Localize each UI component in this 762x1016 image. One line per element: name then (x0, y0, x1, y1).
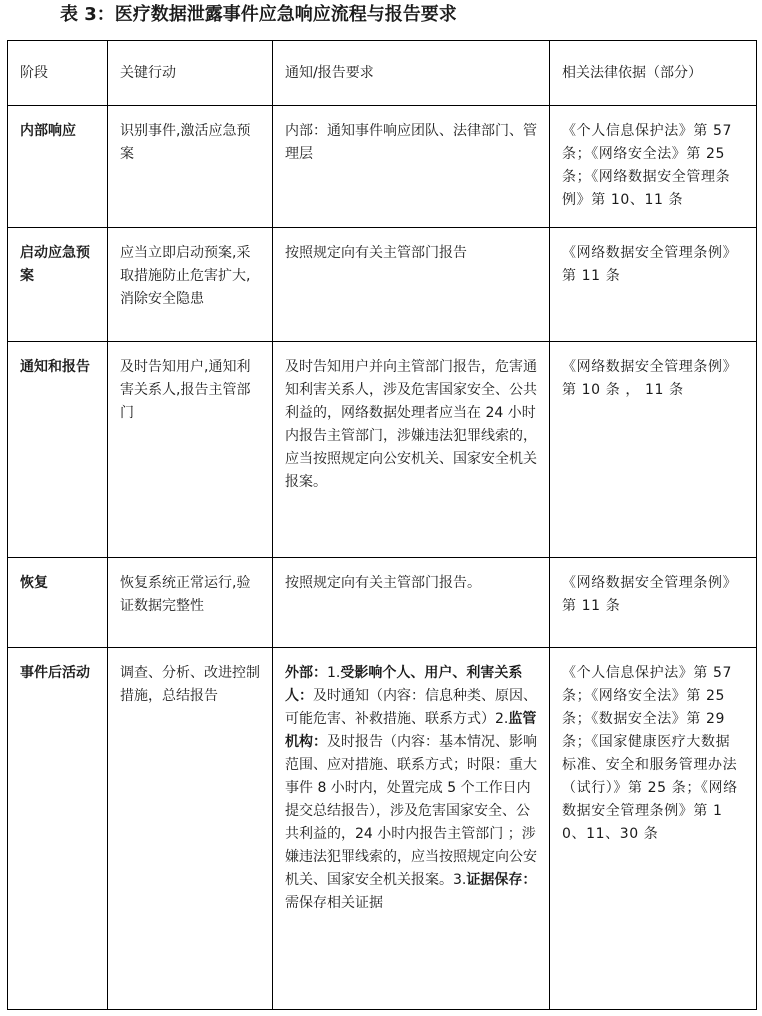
legal-cell: 《网络数据安全管理条例》第 11 条 (550, 558, 757, 648)
action-cell: 识别事件,激活应急预案 (108, 106, 273, 228)
report-text: 1. (327, 665, 341, 681)
stage-cell: 事件后活动 (8, 648, 108, 1010)
action-cell: 应当立即启动预案,采取措施防止危害扩大,消除安全隐患 (108, 228, 273, 342)
legal-cell: 《个人信息保护法》第 57 条；《网络安全法》第 25 条；《数据安全法》第 29 条；《国家健康医疗大数据标准、安全和服务管理办法（试行）》第 25 条；《网络数据安全管理条例》第 10、11、30 条 (550, 648, 757, 1010)
stage-cell: 内部响应 (8, 106, 108, 228)
external-label: 外部： (285, 665, 327, 681)
header-report: 通知/报告要求 (273, 41, 550, 106)
report-text: 需保存相关证据 (285, 895, 383, 911)
report-text: 及时通知（内容：信息种类、原因、可能危害、补救措施、联系方式）2. (285, 688, 537, 727)
stage-cell: 恢复 (8, 558, 108, 648)
header-stage: 阶段 (8, 41, 108, 106)
legal-cell: 《个人信息保护法》第 57 条；《网络安全法》第 25 条；《网络数据安全管理条例》第 10、11 条 (550, 106, 757, 228)
header-action: 关键行动 (108, 41, 273, 106)
legal-cell: 《网络数据安全管理条例》第 10 条 ， 11 条 (550, 342, 757, 558)
legal-cell: 《网络数据安全管理条例》第 11 条 (550, 228, 757, 342)
report-cell (273, 648, 550, 1010)
report-cell: 按照规定向有关主管部门报告。 (273, 558, 550, 648)
action-cell: 调查、分析、改进控制措施，总结报告 (108, 648, 273, 1010)
stage-cell: 通知和报告 (8, 342, 108, 558)
table-row (8, 106, 757, 228)
report-text: 及时报告（内容：基本情况、影响范围、应对措施、联系方式；时限：重大事件 8 小时内，处置完成 5 个工作日内提交总结报告），涉及危害国家安全、公共利益的，24 小时内报告主管部门 ；涉嫌违法犯罪线索的，应当按照规定向公安机关、国家安全机关报案。3. (285, 734, 537, 888)
report-cell: 按照规定向有关主管部门报告 (273, 228, 550, 342)
table-row (8, 648, 757, 1010)
incident-response-table (7, 40, 757, 1010)
table-row (8, 342, 757, 558)
table-header-row (8, 41, 757, 106)
table-row (8, 558, 757, 648)
table-row (8, 228, 757, 342)
evidence-label: 证据保存： (466, 872, 537, 888)
report-cell: 内部：通知事件响应团队、法律部门、管理层 (273, 106, 550, 228)
report-cell: 及时告知用户并向主管部门报告，危害通知利害关系人，涉及危害国家安全、公共利益的，网络数据处理者应当在 24 小时内报告主管部门，涉嫌违法犯罪线索的，应当按照规定向公安机关、国家安全机关报案。 (273, 342, 550, 558)
action-cell: 恢复系统正常运行,验证数据完整性 (108, 558, 273, 648)
affected-parties-label: 受影响个人、用户、利害关系人： (285, 665, 523, 704)
action-cell: 及时告知用户,通知利害关系人,报告主管部门 (108, 342, 273, 558)
table-caption: 表 3：医疗数据泄露事件应急响应流程与报告要求 (60, 4, 457, 25)
stage-cell: 启动应急预案 (8, 228, 108, 342)
regulator-label: 监管机构： (285, 711, 537, 750)
header-legal: 相关法律依据（部分） (550, 41, 757, 106)
